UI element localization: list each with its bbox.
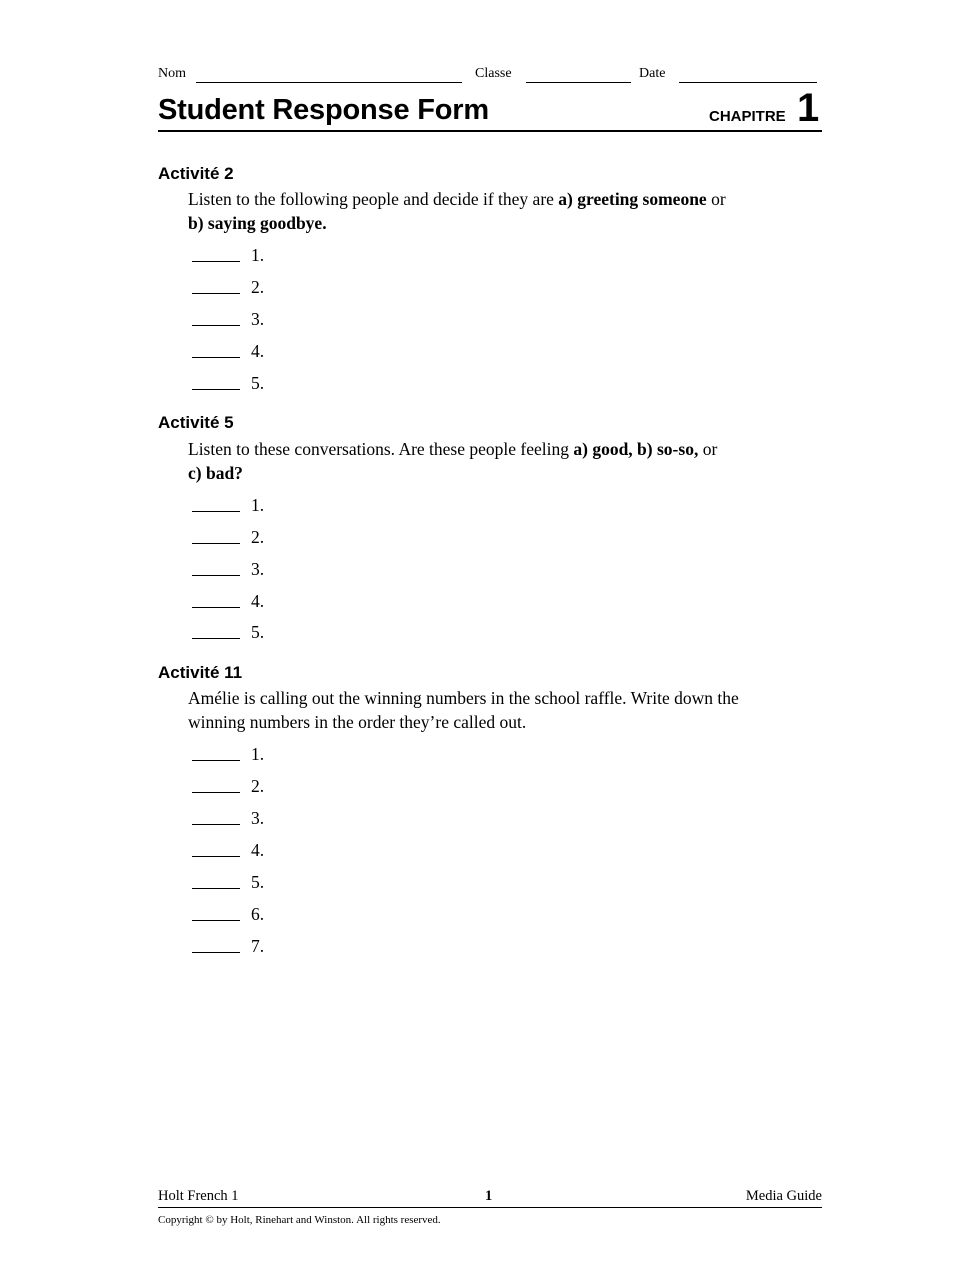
student-info-line [158, 66, 818, 86]
answer-blank[interactable] [192, 357, 240, 358]
item-number: 3. [251, 808, 265, 828]
item-number: 3. [251, 309, 265, 329]
answer-blank[interactable] [192, 261, 240, 262]
activity-11-title: Activité 11 [158, 663, 243, 682]
item-number: 5. [251, 872, 265, 892]
title-rule [158, 130, 822, 132]
classe-label: Classe [475, 66, 512, 81]
classe-blank[interactable] [526, 82, 631, 83]
instruction-text: Listen to the following people and decide if they are [188, 189, 559, 209]
page-footer [158, 1188, 822, 1208]
answer-blank[interactable] [192, 952, 240, 953]
instruction-bold: c) bad? [188, 463, 243, 483]
chapitre-label: CHAPITRE [709, 108, 786, 125]
answer-blank[interactable] [192, 760, 240, 761]
answer-blank[interactable] [192, 511, 240, 512]
answer-blank[interactable] [192, 824, 240, 825]
instruction-text: Amélie is calling out the winning numbers in the school raffle. Write down the [188, 688, 739, 708]
item-number: 3. [251, 559, 265, 579]
chapitre-number: 1 [797, 86, 820, 130]
date-blank[interactable] [679, 82, 817, 83]
item-number: 4. [251, 341, 265, 361]
item-number: 2. [251, 776, 265, 796]
copyright-notice: Copyright © by Holt, Rinehart and Winston. All rights reserved. [158, 1214, 441, 1226]
answer-blank[interactable] [192, 543, 240, 544]
nom-blank[interactable] [196, 82, 462, 83]
item-number: 4. [251, 591, 265, 611]
answer-blank[interactable] [192, 575, 240, 576]
item-number: 1. [251, 495, 265, 515]
answer-blank[interactable] [192, 888, 240, 889]
page-title: Student Response Form [158, 94, 489, 126]
item-number: 4. [251, 840, 265, 860]
item-number: 5. [251, 373, 265, 393]
answer-blank[interactable] [192, 920, 240, 921]
instruction-bold: b) saying goodbye. [188, 213, 327, 233]
footer-guide-title: Media Guide [745, 1188, 822, 1204]
answer-blank[interactable] [192, 325, 240, 326]
instruction-text: Listen to these conversations. Are these people feeling [188, 439, 574, 459]
footer-book-title: Holt French 1 [158, 1188, 239, 1204]
footer-rule [158, 1207, 822, 1208]
answer-blank[interactable] [192, 293, 240, 294]
item-number: 6. [251, 904, 265, 924]
activity-2-instruction [188, 187, 808, 235]
instruction-bold: a) good, b) so-so, [573, 439, 699, 459]
item-number: 1. [251, 245, 265, 265]
activity-5-instruction [188, 437, 808, 485]
instruction-text: or [698, 439, 718, 459]
answer-blank[interactable] [192, 607, 240, 608]
footer-page-number: 1 [485, 1188, 493, 1204]
item-number: 2. [251, 277, 265, 297]
date-label: Date [639, 66, 666, 81]
activity-2-title: Activité 2 [158, 164, 234, 183]
activity-11-instruction [188, 686, 808, 734]
item-number: 1. [251, 744, 265, 764]
answer-blank[interactable] [192, 792, 240, 793]
instruction-text: or [706, 189, 726, 209]
item-number: 5. [251, 622, 265, 642]
instruction-text: winning numbers in the order they’re called out. [188, 712, 527, 732]
item-number: 2. [251, 527, 265, 547]
nom-label: Nom [158, 66, 186, 81]
item-number: 7. [251, 936, 265, 956]
instruction-bold: a) greeting someone [558, 189, 707, 209]
answer-blank[interactable] [192, 389, 240, 390]
answer-blank[interactable] [192, 856, 240, 857]
activity-5-title: Activité 5 [158, 413, 234, 432]
answer-blank[interactable] [192, 638, 240, 639]
